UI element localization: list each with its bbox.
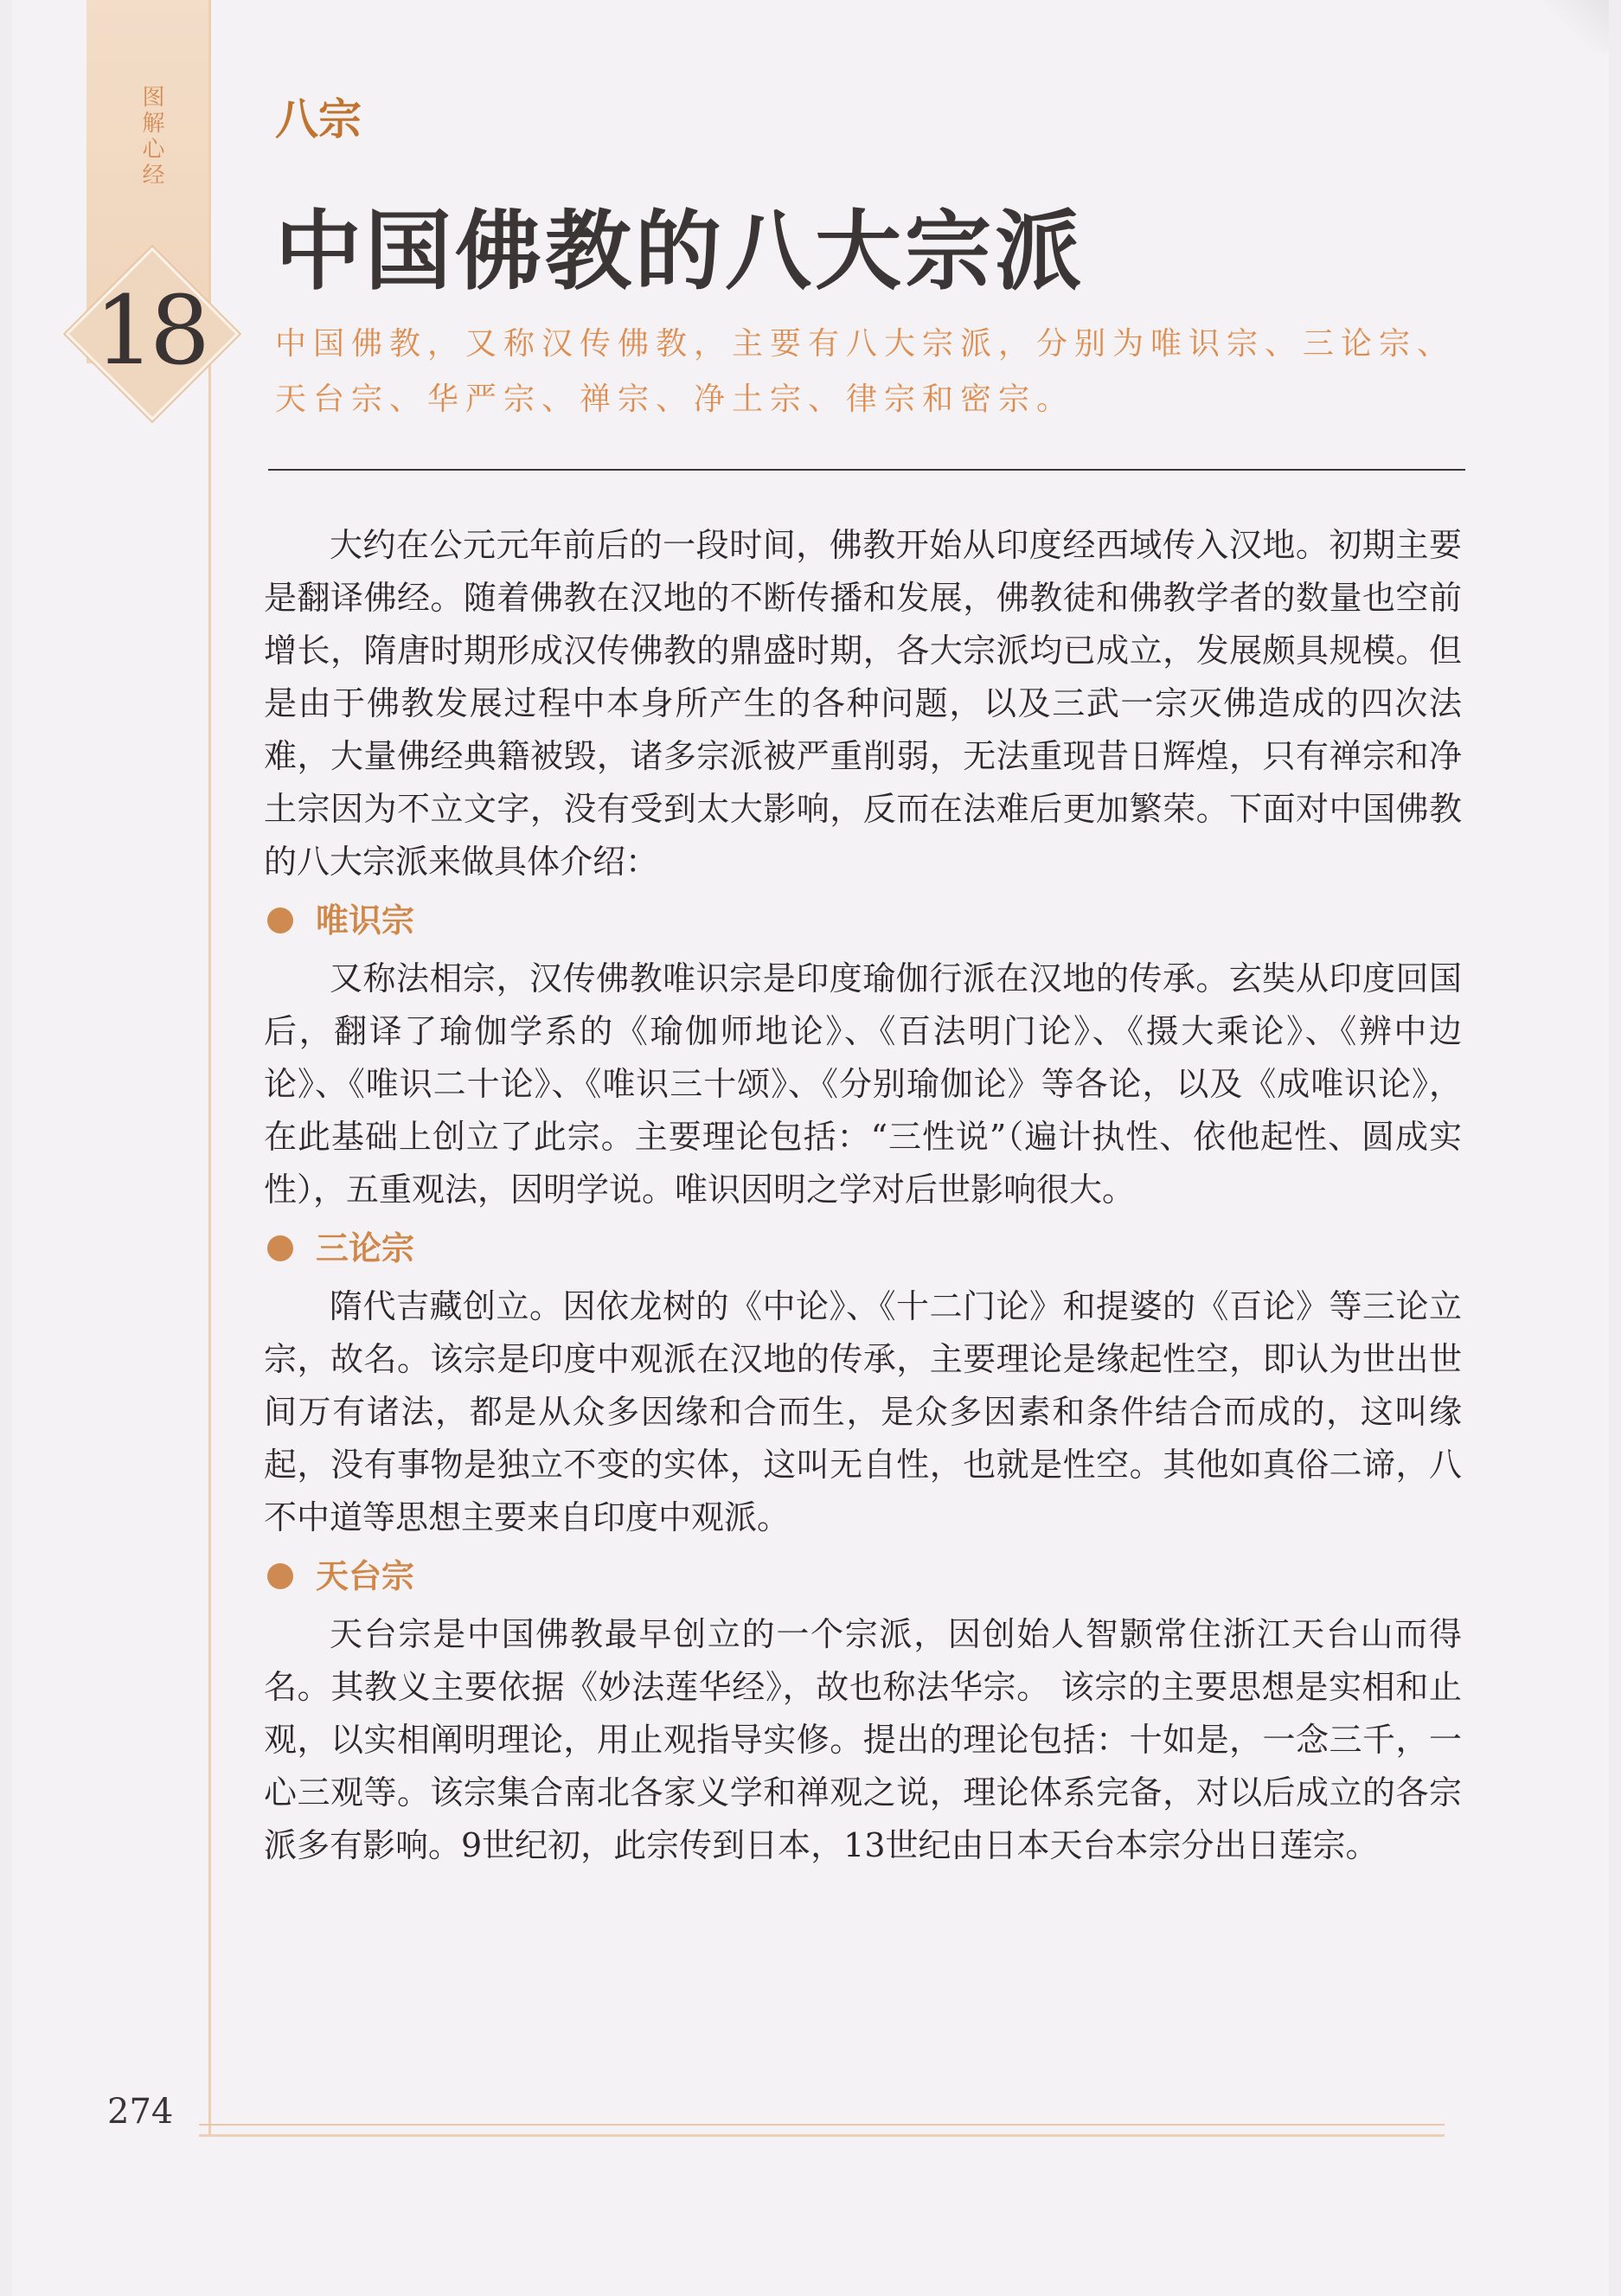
body-text (264, 519, 1462, 1872)
section-heading-label: 天台宗 (316, 1556, 415, 1595)
section-paragraph-weishi: 又称法相宗，汉传佛教唯识宗是印度瑜伽行派在汉地的传承。玄奘从印度回国后，翻译了瑜伽学系的《瑜伽师地论》、《百法明门论》、《摄大乘论》、《辨中边论》、《唯识二十论》、《唯识三十颂》、《分别瑜伽论》等各论，以及《成唯识论》，在此基础上创立了此宗。主要理论包括：“三性说”（遍计执性、依他起性、圆成实性），五重观法，因明学说。唯识因明之学对后世影响很大。 (264, 959, 1462, 1209)
section-heading-label: 唯识宗 (316, 901, 415, 940)
section-eyebrow: 八宗 (275, 94, 362, 144)
page-title: 中国佛教的八大宗派 (275, 201, 1085, 302)
title-divider (268, 469, 1465, 471)
side-tab-label: 图解心经 (138, 85, 164, 189)
bullet-icon (267, 1235, 293, 1261)
intro-paragraph: 大约在公元元年前后的一段时间，佛教开始从印度经西域传入汉地。初期主要是翻译佛经。随着佛教在汉地的不断传播和发展，佛教徒和佛教学者的数量也空前增长，隋唐时期形成汉传佛教的鼎盛时期，各大宗派均已成立，发展颇具规模。但是由于佛教发展过程中本身所产生的各种问题，以及三武一宗灭佛造成的四次法难，大量佛经典籍被毁，诸多宗派被严重削弱，无法重现昔日辉煌，只有禅宗和净土宗因为不立文字，没有受到太大影响，反而在法难后更加繁荣。下面对中国佛教的八大宗派来做具体介绍： (264, 526, 1462, 881)
bullet-icon (267, 1563, 293, 1589)
chapter-number: 18 (94, 275, 205, 386)
page-corner (1540, 0, 1609, 52)
footer-rule (199, 2124, 1445, 2137)
section-paragraph-sanlun: 隋代吉藏创立。因依龙树的《中论》、《十二门论》和提婆的《百论》等三论立宗，故名。该宗是印度中观派在汉地的传承，主要理论是缘起性空，即认为世出世间万有诸法，都是从众多因缘和合而生，是众多因素和条件结合而成的，这叫缘起，没有事物是独立不变的实体，这叫无自性，也就是性空。其他如真俗二谛，八不中道等思想主要来自印度中观派。 (264, 1287, 1462, 1536)
section-heading-weishi (264, 888, 1462, 952)
intro-summary: 中国佛教，又称汉传佛教，主要有八大宗派，分别为唯识宗、三论宗、天台宗、华严宗、禅宗、净土宗、律宗和密宗。 (275, 326, 1456, 417)
page-number: 274 (107, 2092, 174, 2132)
section-paragraph-tiantai: 天台宗是中国佛教最早创立的一个宗派，因创始人智颢常住浙江天台山而得名。其教义主要依据《妙法莲华经》，故也称法华宗。 该宗的主要思想是实相和止观，以实相阐明理论，用止观指导实修。提出的理论包括：十如是，一念三千，一心三观等。该宗集合南北各家义学和禅观之说，理论体系完备，对以后成立的各宗派多有影响。9世纪初，此宗传到日本，13世纪由日本天台本宗分出日莲宗。 (264, 1615, 1462, 1864)
section-heading-sanlun (264, 1216, 1462, 1280)
section-heading-label: 三论宗 (316, 1228, 415, 1267)
chapter-badge (67, 249, 232, 414)
bullet-icon (267, 907, 293, 933)
section-heading-tiantai (264, 1544, 1462, 1608)
